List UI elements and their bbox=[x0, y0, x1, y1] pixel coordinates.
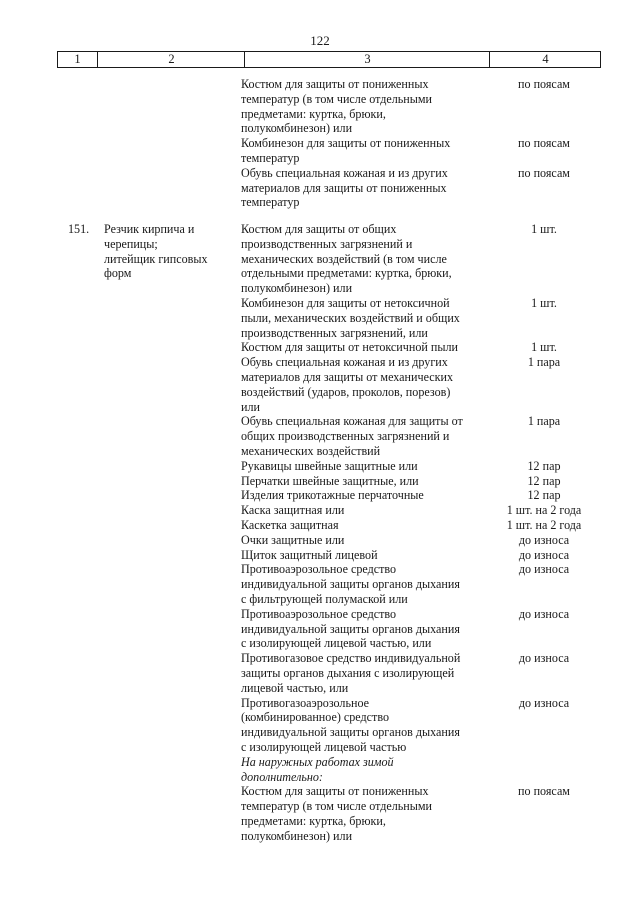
item-line: индивидуальной защиты органов дыхания bbox=[241, 621, 460, 636]
item-line: производственных загрязнений, или bbox=[241, 325, 428, 340]
item-line: механических воздействий (в том числе bbox=[241, 251, 447, 266]
item-norm: до износа bbox=[518, 606, 570, 621]
item-description bbox=[241, 518, 491, 533]
item-norm: 1 пара bbox=[527, 414, 561, 429]
header-col-4: 4 bbox=[489, 52, 601, 67]
item-line: предметами: куртка, брюки, bbox=[241, 813, 386, 828]
item-line: лицевой частью, или bbox=[241, 680, 349, 695]
item-line: Противоаэрозольное средство bbox=[241, 562, 397, 577]
item-line: Каскетка защитная bbox=[241, 518, 339, 532]
item-line: Противогазовое средство индивидуальной bbox=[241, 651, 461, 666]
item-line: отдельными предметами: куртка, брюки, bbox=[241, 266, 452, 281]
profession-name bbox=[104, 222, 234, 281]
item-description bbox=[241, 503, 491, 518]
header-col-2: 2 bbox=[97, 52, 245, 67]
item-line: полукомбинезон) или bbox=[241, 281, 353, 296]
item-line: Противогазоаэрозольное bbox=[241, 695, 370, 710]
item-line: (комбинированное) средство bbox=[241, 710, 390, 725]
item-description bbox=[241, 696, 491, 755]
item-line: Обувь специальная кожаная и из других bbox=[241, 355, 448, 370]
item-line: Костюм для защиты от пониженных bbox=[241, 784, 429, 799]
item-line: общих производственных загрязнений и bbox=[241, 429, 450, 444]
item-line: или bbox=[241, 399, 260, 414]
item-line: Противоаэрозольное средство bbox=[241, 606, 397, 621]
item-line: Очки защитные или bbox=[241, 532, 345, 547]
item-norm: 12 пар bbox=[527, 473, 561, 488]
item-description bbox=[241, 651, 491, 695]
item-line: Каска защитная или bbox=[241, 503, 345, 518]
item-description bbox=[241, 136, 491, 166]
item-line: Обувь специальная кожаная для защиты от bbox=[241, 414, 463, 429]
profession-line: литейщик гипсовых bbox=[104, 251, 208, 266]
item-description bbox=[241, 296, 491, 340]
entry-number: 151. bbox=[68, 222, 90, 236]
item-norm: по поясам bbox=[518, 136, 570, 151]
item-line: температур (в том числе отдельными bbox=[241, 91, 433, 106]
item-line: Щиток защитный лицевой bbox=[241, 547, 378, 562]
item-norm: по поясам bbox=[518, 784, 570, 799]
item-line: с изолирующей лицевой частью, или bbox=[241, 636, 432, 651]
item-norm: по поясам bbox=[518, 77, 570, 91]
profession-line: Резчик кирпича и bbox=[104, 222, 195, 236]
item-norm: до износа bbox=[518, 695, 570, 710]
item-norm: 1 пара bbox=[527, 355, 561, 370]
item-description bbox=[241, 488, 491, 503]
item-norm: по поясам bbox=[518, 165, 570, 180]
item-line: температур (в том числе отдельными bbox=[241, 799, 433, 814]
item-line: температур bbox=[241, 150, 300, 165]
item-line: полукомбинезон) или bbox=[241, 828, 353, 843]
item-norm: до износа bbox=[518, 532, 570, 547]
item-norm: 1 шт. bbox=[531, 340, 557, 355]
item-description bbox=[241, 562, 491, 606]
profession-line: черепицы; bbox=[104, 236, 158, 251]
item-norm: 12 пар bbox=[527, 488, 561, 503]
item-line: температур bbox=[241, 195, 300, 210]
item-line: полукомбинезон) или bbox=[241, 121, 353, 136]
item-line: производственных загрязнений и bbox=[241, 236, 413, 251]
item-line: Рукавицы швейные защитные или bbox=[241, 458, 418, 473]
item-description bbox=[241, 474, 491, 489]
item-norm: 1 шт. bbox=[531, 296, 557, 310]
item-line: индивидуальной защиты органов дыхания bbox=[241, 577, 460, 592]
item-line: защиты органов дыхания с изолирующей bbox=[241, 665, 455, 680]
item-description bbox=[241, 548, 491, 563]
item-line: Комбинезон для защиты от пониженных bbox=[241, 136, 451, 151]
item-norm: 1 шт. на 2 года bbox=[506, 503, 582, 518]
item-description bbox=[241, 533, 491, 548]
item-line: материалов для защиты от механических bbox=[241, 369, 453, 384]
item-line: механических воздействий bbox=[241, 443, 381, 458]
item-line: материалов для защиты от пониженных bbox=[241, 180, 447, 195]
item-description bbox=[241, 607, 491, 651]
item-description bbox=[241, 355, 491, 414]
item-line: Комбинезон для защиты от нетоксичной bbox=[241, 296, 450, 310]
item-norm: до износа bbox=[518, 547, 570, 562]
item-line: Костюм для защиты от общих bbox=[241, 222, 397, 236]
item-line: дополнительно: bbox=[241, 769, 323, 784]
item-norm: до износа bbox=[518, 651, 570, 666]
profession-line: форм bbox=[104, 266, 132, 281]
header-col-1: 1 bbox=[74, 52, 81, 66]
subheading bbox=[241, 755, 491, 785]
item-line: воздействий (ударов, проколов, порезов) bbox=[241, 384, 451, 399]
page-number: 122 bbox=[310, 33, 330, 48]
header-col-3: 3 bbox=[244, 52, 490, 67]
item-description bbox=[241, 340, 491, 355]
item-line: На наружных работах зимой bbox=[241, 754, 394, 769]
item-line: с изолирующей лицевой частью bbox=[241, 739, 407, 754]
item-line: индивидуальной защиты органов дыхания bbox=[241, 725, 460, 740]
item-description bbox=[241, 459, 491, 474]
item-description bbox=[241, 77, 491, 136]
item-norm: до износа bbox=[518, 562, 570, 577]
item-description bbox=[241, 414, 491, 458]
item-norm: 1 шт. bbox=[531, 222, 557, 236]
item-description bbox=[241, 222, 491, 296]
item-description bbox=[241, 166, 491, 210]
item-line: Костюм для защиты от пониженных bbox=[241, 77, 429, 91]
item-line: Изделия трикотажные перчаточные bbox=[241, 488, 424, 503]
item-line: Костюм для защиты от нетоксичной пыли bbox=[241, 340, 458, 355]
item-line: пыли, механических воздействий и общих bbox=[241, 310, 460, 325]
item-line: с фильтрующей полумаской или bbox=[241, 591, 408, 606]
item-line: Перчатки швейные защитные, или bbox=[241, 473, 419, 488]
table-header bbox=[57, 51, 601, 68]
item-norm: 12 пар bbox=[527, 458, 561, 473]
item-line: предметами: куртка, брюки, bbox=[241, 106, 386, 121]
item-line: Обувь специальная кожаная и из других bbox=[241, 165, 448, 180]
item-description bbox=[241, 784, 491, 843]
item-norm: 1 шт. на 2 года bbox=[506, 518, 582, 532]
